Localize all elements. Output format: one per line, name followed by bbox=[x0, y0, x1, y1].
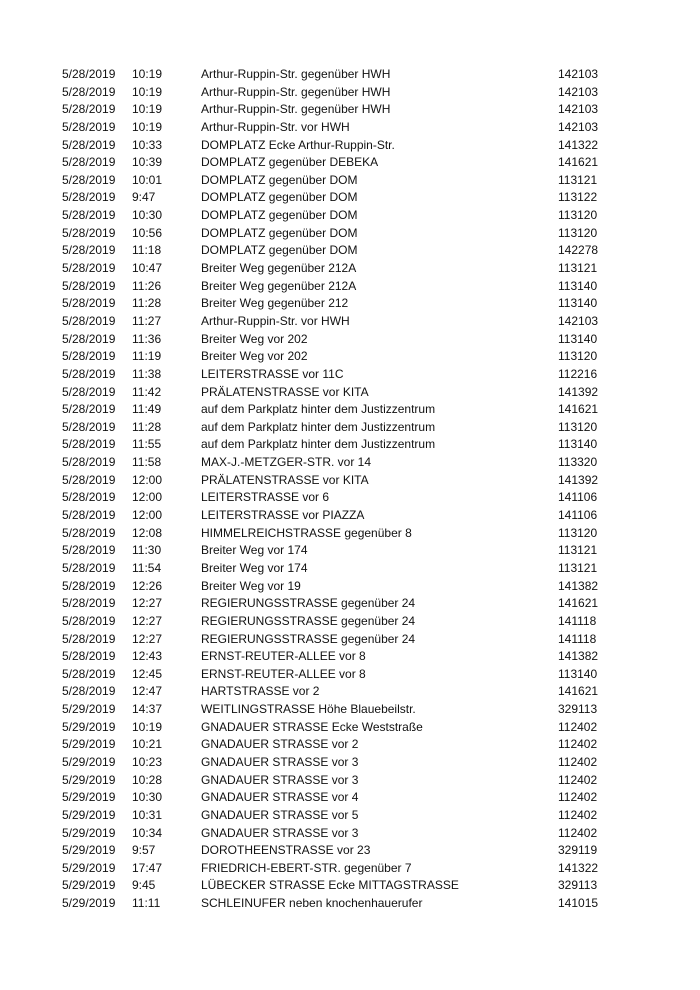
date-cell: 5/28/2019 bbox=[62, 666, 116, 681]
table-row bbox=[0, 736, 700, 754]
date-cell: 5/29/2019 bbox=[62, 843, 116, 858]
code-cell: 141118 bbox=[558, 631, 597, 646]
table-row bbox=[0, 278, 700, 296]
code-cell: 113121 bbox=[558, 261, 598, 276]
time-cell: 11:58 bbox=[132, 455, 162, 470]
table-row bbox=[0, 119, 700, 137]
time-cell: 11:54 bbox=[132, 560, 162, 575]
code-cell: 113320 bbox=[558, 455, 598, 470]
time-cell: 10:28 bbox=[132, 772, 163, 787]
time-cell: 12:45 bbox=[132, 666, 163, 681]
date-cell: 5/28/2019 bbox=[62, 578, 116, 593]
time-cell: 10:19 bbox=[132, 119, 163, 134]
time-cell: 9:45 bbox=[132, 878, 156, 893]
table-row bbox=[0, 331, 700, 349]
date-cell: 5/28/2019 bbox=[62, 225, 116, 240]
date-cell: 5/29/2019 bbox=[62, 702, 116, 717]
date-cell: 5/28/2019 bbox=[62, 67, 116, 81]
location-cell: SCHLEINUFER neben knochenhauerufer bbox=[201, 896, 423, 911]
date-cell: 5/28/2019 bbox=[62, 525, 116, 540]
code-cell: 113120 bbox=[558, 225, 598, 240]
time-cell: 12:26 bbox=[132, 578, 163, 593]
code-cell: 141621 bbox=[558, 402, 599, 417]
table-row bbox=[0, 242, 700, 260]
location-cell: auf dem Parkplatz hinter dem Justizzentrum bbox=[201, 419, 436, 434]
code-cell: 112216 bbox=[558, 366, 598, 381]
time-cell: 17:47 bbox=[132, 860, 163, 875]
location-cell: DOROTHEENSTRASSE vor 23 bbox=[201, 843, 371, 858]
code-cell: 112402 bbox=[558, 772, 598, 787]
time-cell: 10:23 bbox=[132, 754, 163, 769]
table-row bbox=[0, 401, 700, 419]
time-cell: 10:31 bbox=[132, 807, 163, 822]
code-cell: 113140 bbox=[558, 296, 598, 311]
location-cell: ERNST-REUTER-ALLEE vor 8 bbox=[201, 666, 366, 681]
time-cell: 10:01 bbox=[132, 172, 163, 187]
location-cell: DOMPLATZ gegenüber DOM bbox=[201, 225, 358, 240]
date-cell: 5/28/2019 bbox=[62, 102, 116, 117]
code-cell: 141392 bbox=[558, 472, 599, 487]
code-cell: 141106 bbox=[558, 490, 598, 505]
location-cell: DOMPLATZ gegenüber DEBEKA bbox=[201, 155, 379, 170]
date-cell: 5/29/2019 bbox=[62, 860, 116, 875]
code-cell: 113120 bbox=[558, 208, 598, 223]
time-cell: 12:43 bbox=[132, 649, 163, 664]
table-row bbox=[0, 825, 700, 843]
time-cell: 11:36 bbox=[132, 331, 162, 346]
code-cell: 329119 bbox=[558, 843, 598, 858]
table-row bbox=[0, 648, 700, 666]
date-cell: 5/28/2019 bbox=[62, 331, 116, 346]
date-cell: 5/29/2019 bbox=[62, 807, 116, 822]
table-row bbox=[0, 719, 700, 737]
table-row bbox=[0, 189, 700, 207]
time-cell: 12:08 bbox=[132, 525, 163, 540]
table-row bbox=[0, 66, 700, 84]
date-cell: 5/28/2019 bbox=[62, 419, 116, 434]
code-cell: 141015 bbox=[558, 896, 599, 911]
code-cell: 141621 bbox=[558, 596, 599, 611]
date-cell: 5/28/2019 bbox=[62, 613, 116, 628]
location-cell: Arthur-Ruppin-Str. vor HWH bbox=[201, 313, 350, 328]
code-cell: 141621 bbox=[558, 155, 599, 170]
time-cell: 11:11 bbox=[132, 896, 161, 911]
code-cell: 142103 bbox=[558, 119, 599, 134]
location-cell: GNADAUER STRASSE vor 3 bbox=[201, 772, 359, 787]
date-cell: 5/28/2019 bbox=[62, 119, 116, 134]
date-cell: 5/28/2019 bbox=[62, 172, 116, 187]
table-row bbox=[0, 631, 700, 649]
date-cell: 5/28/2019 bbox=[62, 508, 116, 523]
code-cell: 112402 bbox=[558, 790, 598, 805]
table-row bbox=[0, 225, 700, 243]
location-cell: HIMMELREICHSTRASSE gegenüber 8 bbox=[201, 525, 412, 540]
time-cell: 12:27 bbox=[132, 631, 163, 646]
table-row bbox=[0, 860, 700, 878]
location-cell: PRÄLATENSTRASSE vor KITA bbox=[201, 472, 369, 487]
code-cell: 113140 bbox=[558, 278, 598, 293]
time-cell: 10:47 bbox=[132, 261, 163, 276]
time-cell: 11:19 bbox=[132, 349, 162, 364]
date-cell: 5/28/2019 bbox=[62, 155, 116, 170]
code-cell: 113120 bbox=[558, 349, 598, 364]
table-row bbox=[0, 560, 700, 578]
location-cell: GNADAUER STRASSE vor 5 bbox=[201, 807, 359, 822]
code-cell: 141382 bbox=[558, 649, 599, 664]
time-cell: 10:56 bbox=[132, 225, 163, 240]
table-row bbox=[0, 842, 700, 860]
table-row bbox=[0, 895, 700, 913]
time-cell: 10:21 bbox=[132, 737, 163, 752]
time-cell: 12:00 bbox=[132, 490, 163, 505]
table-row bbox=[0, 172, 700, 190]
location-cell: REGIERUNGSSTRASSE gegenüber 24 bbox=[201, 631, 416, 646]
date-cell: 5/28/2019 bbox=[62, 243, 116, 258]
date-cell: 5/29/2019 bbox=[62, 825, 116, 840]
location-cell: LEITERSTRASSE vor PIAZZA bbox=[201, 508, 365, 523]
time-cell: 10:19 bbox=[132, 719, 163, 734]
table-row bbox=[0, 754, 700, 772]
date-cell: 5/28/2019 bbox=[62, 349, 116, 364]
table-row bbox=[0, 436, 700, 454]
table-row bbox=[0, 101, 700, 119]
code-cell: 112402 bbox=[558, 737, 598, 752]
time-cell: 10:19 bbox=[132, 84, 163, 99]
date-cell: 5/28/2019 bbox=[62, 437, 116, 452]
code-cell: 141322 bbox=[558, 860, 599, 875]
location-cell: DOMPLATZ gegenüber DOM bbox=[201, 190, 358, 205]
code-cell: 141382 bbox=[558, 578, 599, 593]
table-row bbox=[0, 313, 700, 331]
time-cell: 12:27 bbox=[132, 613, 163, 628]
table-row bbox=[0, 366, 700, 384]
code-cell: 113121 bbox=[558, 560, 598, 575]
date-cell: 5/28/2019 bbox=[62, 649, 116, 664]
location-cell: DOMPLATZ gegenüber DOM bbox=[201, 243, 358, 258]
location-cell: MAX-J.-METZGER-STR. vor 14 bbox=[201, 455, 372, 470]
location-cell: Breiter Weg gegenüber 212 bbox=[201, 296, 349, 311]
location-cell: Breiter Weg vor 202 bbox=[201, 349, 308, 364]
table-row bbox=[0, 578, 700, 596]
date-cell: 5/29/2019 bbox=[62, 878, 116, 893]
date-cell: 5/28/2019 bbox=[62, 296, 116, 311]
time-cell: 11:27 bbox=[132, 313, 162, 328]
location-cell: FRIEDRICH-EBERT-STR. gegenüber 7 bbox=[201, 860, 412, 875]
location-cell: GNADAUER STRASSE vor 3 bbox=[201, 825, 359, 840]
table-row bbox=[0, 772, 700, 790]
time-cell: 11:49 bbox=[132, 402, 162, 417]
table-row bbox=[0, 260, 700, 278]
table-row bbox=[0, 154, 700, 172]
time-cell: 14:37 bbox=[132, 702, 163, 717]
location-cell: GNADAUER STRASSE vor 4 bbox=[201, 790, 359, 805]
date-cell: 5/28/2019 bbox=[62, 455, 116, 470]
code-cell: 329113 bbox=[558, 878, 598, 893]
code-cell: 141322 bbox=[558, 137, 599, 152]
code-cell: 113121 bbox=[558, 172, 598, 187]
table-row bbox=[0, 877, 700, 895]
table-row bbox=[0, 525, 700, 543]
code-cell: 113140 bbox=[558, 331, 598, 346]
code-cell: 142278 bbox=[558, 243, 599, 258]
time-cell: 9:47 bbox=[132, 190, 156, 205]
code-cell: 141106 bbox=[558, 508, 598, 523]
location-cell: REGIERUNGSSTRASSE gegenüber 24 bbox=[201, 613, 416, 628]
location-cell: Arthur-Ruppin-Str. gegenüber HWH bbox=[201, 102, 391, 117]
table-row bbox=[0, 489, 700, 507]
location-cell: Breiter Weg gegenüber 212A bbox=[201, 261, 357, 276]
time-cell: 11:42 bbox=[132, 384, 162, 399]
location-cell: Arthur-Ruppin-Str. gegenüber HWH bbox=[201, 67, 391, 81]
code-cell: 113140 bbox=[558, 666, 598, 681]
table-row bbox=[0, 683, 700, 701]
code-cell: 141118 bbox=[558, 613, 597, 628]
date-cell: 5/29/2019 bbox=[62, 896, 116, 911]
date-cell: 5/28/2019 bbox=[62, 543, 116, 558]
table-row bbox=[0, 789, 700, 807]
time-cell: 11:28 bbox=[132, 296, 162, 311]
table-row bbox=[0, 807, 700, 825]
date-cell: 5/28/2019 bbox=[62, 313, 116, 328]
location-cell: Breiter Weg vor 202 bbox=[201, 331, 308, 346]
time-cell: 11:55 bbox=[132, 437, 162, 452]
table-row bbox=[0, 595, 700, 613]
location-cell: auf dem Parkplatz hinter dem Justizzentrum bbox=[201, 437, 436, 452]
time-cell: 11:38 bbox=[132, 366, 162, 381]
location-cell: LEITERSTRASSE vor 11C bbox=[201, 366, 344, 381]
location-cell: Breiter Weg vor 174 bbox=[201, 543, 308, 558]
code-cell: 112402 bbox=[558, 754, 598, 769]
date-cell: 5/28/2019 bbox=[62, 208, 116, 223]
location-cell: Breiter Weg vor 174 bbox=[201, 560, 308, 575]
code-cell: 142103 bbox=[558, 313, 599, 328]
date-cell: 5/28/2019 bbox=[62, 190, 116, 205]
location-cell: GNADAUER STRASSE Ecke Weststraße bbox=[201, 719, 423, 734]
time-cell: 10:33 bbox=[132, 137, 163, 152]
time-cell: 11:28 bbox=[132, 419, 162, 434]
table-row bbox=[0, 472, 700, 490]
table-row bbox=[0, 295, 700, 313]
time-cell: 12:00 bbox=[132, 508, 163, 523]
time-cell: 10:30 bbox=[132, 208, 163, 223]
date-cell: 5/28/2019 bbox=[62, 560, 116, 575]
table-row bbox=[0, 419, 700, 437]
table-row bbox=[0, 542, 700, 560]
code-cell: 113120 bbox=[558, 419, 598, 434]
location-cell: HARTSTRASSE vor 2 bbox=[201, 684, 320, 699]
code-cell: 142103 bbox=[558, 67, 599, 81]
code-cell: 142103 bbox=[558, 102, 599, 117]
time-cell: 11:18 bbox=[132, 243, 162, 258]
code-cell: 142103 bbox=[558, 84, 599, 99]
date-cell: 5/28/2019 bbox=[62, 596, 116, 611]
date-cell: 5/28/2019 bbox=[62, 278, 116, 293]
table-row bbox=[0, 507, 700, 525]
table-row bbox=[0, 207, 700, 225]
date-cell: 5/28/2019 bbox=[62, 402, 116, 417]
code-cell: 112402 bbox=[558, 719, 598, 734]
date-cell: 5/28/2019 bbox=[62, 472, 116, 487]
location-cell: DOMPLATZ gegenüber DOM bbox=[201, 172, 358, 187]
location-cell: Arthur-Ruppin-Str. gegenüber HWH bbox=[201, 84, 391, 99]
location-cell: PRÄLATENSTRASSE vor KITA bbox=[201, 384, 369, 399]
code-cell: 113140 bbox=[558, 437, 598, 452]
location-cell: auf dem Parkplatz hinter dem Justizzentrum bbox=[201, 402, 436, 417]
location-cell: WEITLINGSTRASSE Höhe Blauebeilstr. bbox=[201, 702, 416, 717]
code-cell: 141621 bbox=[558, 684, 599, 699]
date-cell: 5/29/2019 bbox=[62, 737, 116, 752]
code-cell: 329113 bbox=[558, 702, 598, 717]
time-cell: 12:27 bbox=[132, 596, 163, 611]
time-cell: 12:00 bbox=[132, 472, 163, 487]
location-cell: Breiter Weg vor 19 bbox=[201, 578, 301, 593]
location-cell: ERNST-REUTER-ALLEE vor 8 bbox=[201, 649, 366, 664]
date-cell: 5/28/2019 bbox=[62, 137, 116, 152]
location-cell: LEITERSTRASSE vor 6 bbox=[201, 490, 330, 505]
location-cell: GNADAUER STRASSE vor 3 bbox=[201, 754, 359, 769]
location-cell: DOMPLATZ gegenüber DOM bbox=[201, 208, 358, 223]
date-cell: 5/28/2019 bbox=[62, 684, 116, 699]
date-cell: 5/29/2019 bbox=[62, 772, 116, 787]
table-row bbox=[0, 701, 700, 719]
time-cell: 10:19 bbox=[132, 102, 163, 117]
date-cell: 5/28/2019 bbox=[62, 631, 116, 646]
location-cell: GNADAUER STRASSE vor 2 bbox=[201, 737, 359, 752]
code-cell: 113120 bbox=[558, 525, 598, 540]
date-cell: 5/28/2019 bbox=[62, 261, 116, 276]
data-table bbox=[0, 66, 700, 913]
code-cell: 113121 bbox=[558, 543, 598, 558]
table-row bbox=[0, 613, 700, 631]
date-cell: 5/29/2019 bbox=[62, 719, 116, 734]
date-cell: 5/28/2019 bbox=[62, 490, 116, 505]
date-cell: 5/28/2019 bbox=[62, 384, 116, 399]
location-cell: Breiter Weg gegenüber 212A bbox=[201, 278, 357, 293]
location-cell: LÜBECKER STRASSE Ecke MITTAGSTRASSE bbox=[201, 878, 459, 893]
time-cell: 11:26 bbox=[132, 278, 162, 293]
date-cell: 5/28/2019 bbox=[62, 84, 116, 99]
table-row bbox=[0, 384, 700, 402]
table-row bbox=[0, 137, 700, 155]
time-cell: 11:30 bbox=[132, 543, 162, 558]
location-cell: DOMPLATZ Ecke Arthur-Ruppin-Str. bbox=[201, 137, 395, 152]
date-cell: 5/29/2019 bbox=[62, 754, 116, 769]
code-cell: 112402 bbox=[558, 807, 598, 822]
time-cell: 10:34 bbox=[132, 825, 163, 840]
table-row bbox=[0, 666, 700, 684]
table-row bbox=[0, 454, 700, 472]
code-cell: 113122 bbox=[558, 190, 598, 205]
time-cell: 10:30 bbox=[132, 790, 163, 805]
date-cell: 5/28/2019 bbox=[62, 366, 116, 381]
code-cell: 112402 bbox=[558, 825, 598, 840]
time-cell: 10:19 bbox=[132, 67, 163, 81]
code-cell: 141392 bbox=[558, 384, 599, 399]
table-row bbox=[0, 348, 700, 366]
location-cell: REGIERUNGSSTRASSE gegenüber 24 bbox=[201, 596, 416, 611]
table-row bbox=[0, 84, 700, 102]
date-cell: 5/29/2019 bbox=[62, 790, 116, 805]
time-cell: 12:47 bbox=[132, 684, 163, 699]
time-cell: 9:57 bbox=[132, 843, 156, 858]
time-cell: 10:39 bbox=[132, 155, 163, 170]
location-cell: Arthur-Ruppin-Str. vor HWH bbox=[201, 119, 350, 134]
